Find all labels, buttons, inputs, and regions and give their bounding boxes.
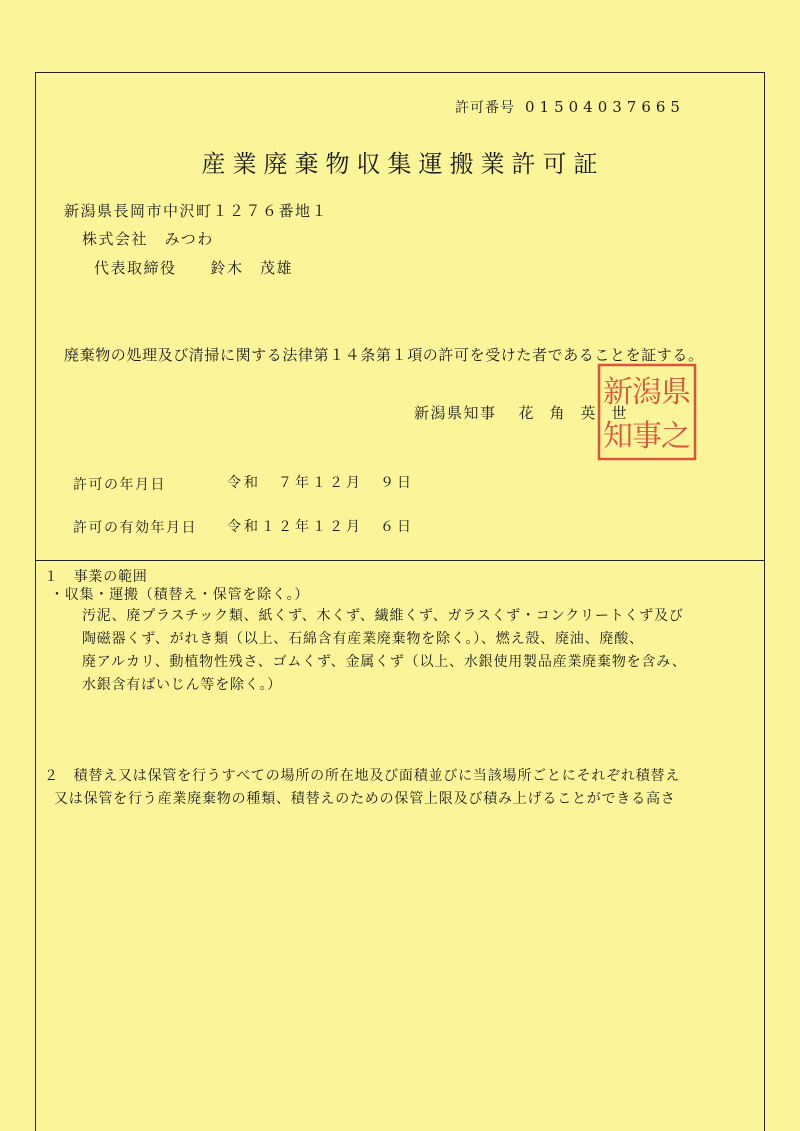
permit-number-label: 許可番号 bbox=[455, 100, 515, 116]
svg-text:知: 知 bbox=[603, 419, 633, 454]
holder-company: 株式会社 みつわ bbox=[82, 230, 214, 248]
certification-text: 廃棄物の処理及び清掃に関する法律第１４条第１項の許可を受けた者であることを証する。 bbox=[64, 346, 704, 364]
section1-line: 陶磁器くず、がれき類（以上、石綿含有産業廃棄物を除く。）、燃え殻、廃油、廃酸、 bbox=[82, 631, 644, 647]
representative-title: 代表取締役 bbox=[94, 259, 177, 277]
section2-line: 又は保管を行う産業廃棄物の種類、積替えのための保管上限及び積み上げることができる高さ bbox=[54, 791, 676, 807]
svg-text:県: 県 bbox=[661, 375, 691, 410]
holder-representative bbox=[94, 257, 293, 278]
section1-subheading: ・収集・運搬（積替え・保管を除く。） bbox=[50, 587, 310, 603]
section2-line: ２ 積替え又は保管を行うすべての場所の所在地及び面積並びに当該場所ごとにそれぞれ積替え bbox=[44, 768, 681, 784]
permit-number-row bbox=[455, 97, 685, 117]
expiry-date-value: 令和１２年１２月 ６日 bbox=[227, 519, 414, 535]
document-title: 産業廃棄物収集運搬業許可証 bbox=[201, 150, 605, 178]
expiry-date-label: 許可の有効年月日 bbox=[73, 520, 197, 536]
svg-text:之: 之 bbox=[661, 419, 691, 454]
issue-date-value: 令和 ７年１２月 ９日 bbox=[227, 475, 414, 491]
section1-line: 汚泥、廃プラスチック類、紙くず、木くず、繊維くず、ガラスくず・コンクリートくず及び bbox=[82, 608, 684, 624]
section1-line: 水銀含有ばいじん等を除く。） bbox=[82, 677, 282, 693]
section-divider bbox=[35, 560, 765, 561]
representative-name: 鈴木 茂雄 bbox=[210, 259, 294, 277]
svg-text:新: 新 bbox=[603, 375, 633, 410]
section1-line: 廃アルカリ、動植物性残さ、ゴムくず、金属くず（以上、水銀使用製品産業廃棄物を含み、 bbox=[82, 654, 687, 670]
issuer-title: 新潟県知事 bbox=[414, 404, 497, 422]
svg-text:事: 事 bbox=[632, 419, 662, 454]
holder-address: 新潟県長岡市中沢町１２７６番地１ bbox=[64, 202, 329, 220]
svg-text:潟: 潟 bbox=[632, 375, 662, 410]
issue-date-label: 許可の年月日 bbox=[73, 477, 166, 493]
section1-heading: １ 事業の範囲 bbox=[44, 569, 148, 585]
issuer-name: 花角英世 bbox=[518, 404, 643, 422]
official-seal-stamp bbox=[596, 362, 698, 462]
permit-number: 01504037665 bbox=[525, 98, 685, 116]
